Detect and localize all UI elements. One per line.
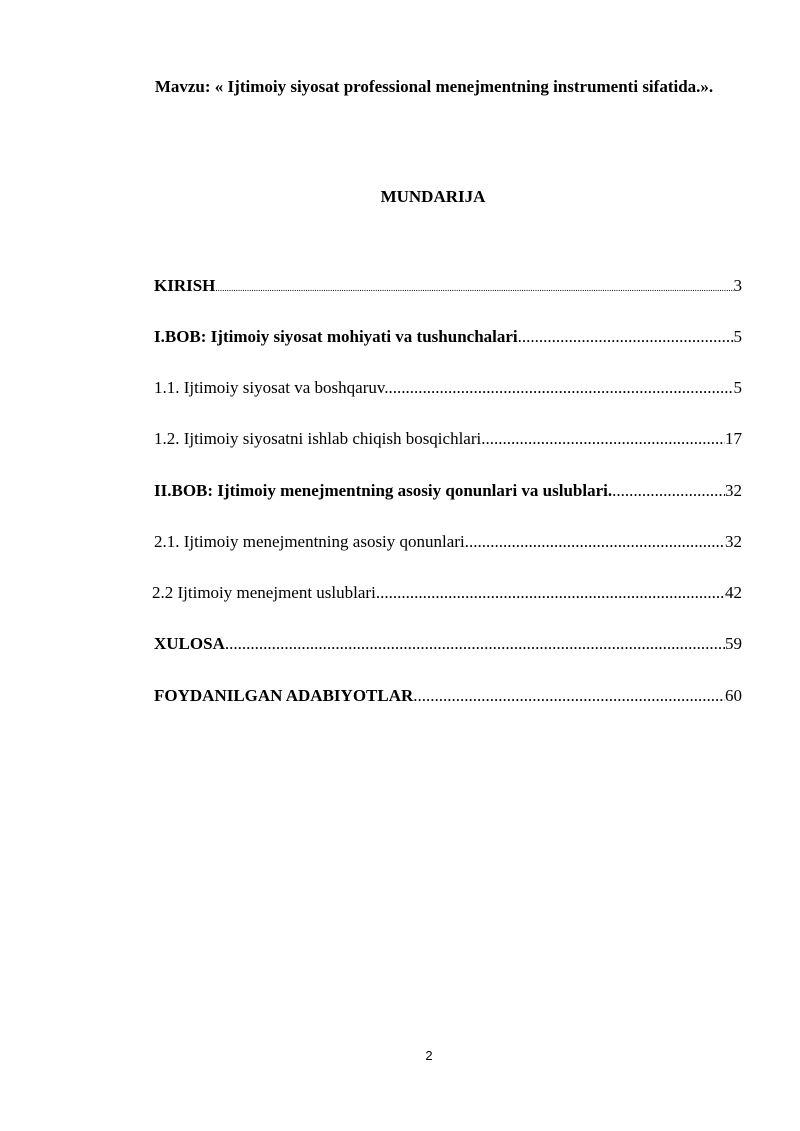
toc-entry-page: 42 [725,583,742,602]
toc-entry-label: XULOSA [154,634,225,653]
toc-dot-leader [518,326,734,348]
toc-entry-label: I.BOB: Ijtimoiy siyosat mohiyati va tushunchalari [154,327,518,346]
toc-entry-section-2-1 [154,531,742,553]
toc-entry-chapter-1 [154,326,742,348]
toc-dot-leader [612,480,725,502]
toc-entry-label: II.BOB: Ijtimoiy menejmentning asosiy qonunlari va uslublari. [154,481,613,500]
toc-entry-label: FOYDANILGAN ADABIYOTLAR [154,686,414,705]
toc-dot-leader [389,377,734,399]
toc-dot-leader [376,582,725,604]
toc-entry-xulosa [154,633,742,655]
toc-entry-page: 3 [733,276,742,295]
toc-entry-page: 32 [725,532,742,551]
toc-dot-leader [225,633,725,655]
toc-entry-label: 2.1. Ijtimoiy menejmentning asosiy qonunlari. [154,532,469,551]
toc-entry-section-1-1 [154,377,742,399]
toc-entry-label: 1.2. Ijtimoiy siyosatni ishlab chiqish bosqichlari. [154,429,486,448]
toc-heading: MUNDARIJA [380,187,486,206]
toc-entry-label: 2.2 Ijtimoiy menejment uslublari [152,583,376,602]
toc-dot-leader [469,531,725,553]
toc-entry-references [154,685,742,707]
page-number: 2 [425,1048,433,1063]
toc-entry-kirish [154,275,742,297]
toc-dot-leader [215,277,733,299]
toc-entry-section-1-2 [154,428,742,450]
toc-entry-page: 17 [725,429,742,448]
toc-entry-page: 60 [725,686,742,705]
toc-entry-label: 1.1. Ijtimoiy siyosat va boshqaruv. [154,378,389,397]
toc-entry-label: KIRISH [154,276,216,295]
document-topic: Mavzu: « Ijtimoiy siyosat professional menejmentning instrumenti sifatida.». [154,77,714,96]
toc-entry-page: 59 [725,634,742,653]
toc-entry-section-2-2 [152,582,742,604]
toc-entry-chapter-2 [154,480,742,502]
toc-dot-leader [413,685,725,707]
toc-entry-page: 5 [733,327,742,346]
toc-entry-page: 32 [725,481,742,500]
toc-entry-page: 5 [733,378,742,397]
toc-dot-leader [485,428,725,450]
